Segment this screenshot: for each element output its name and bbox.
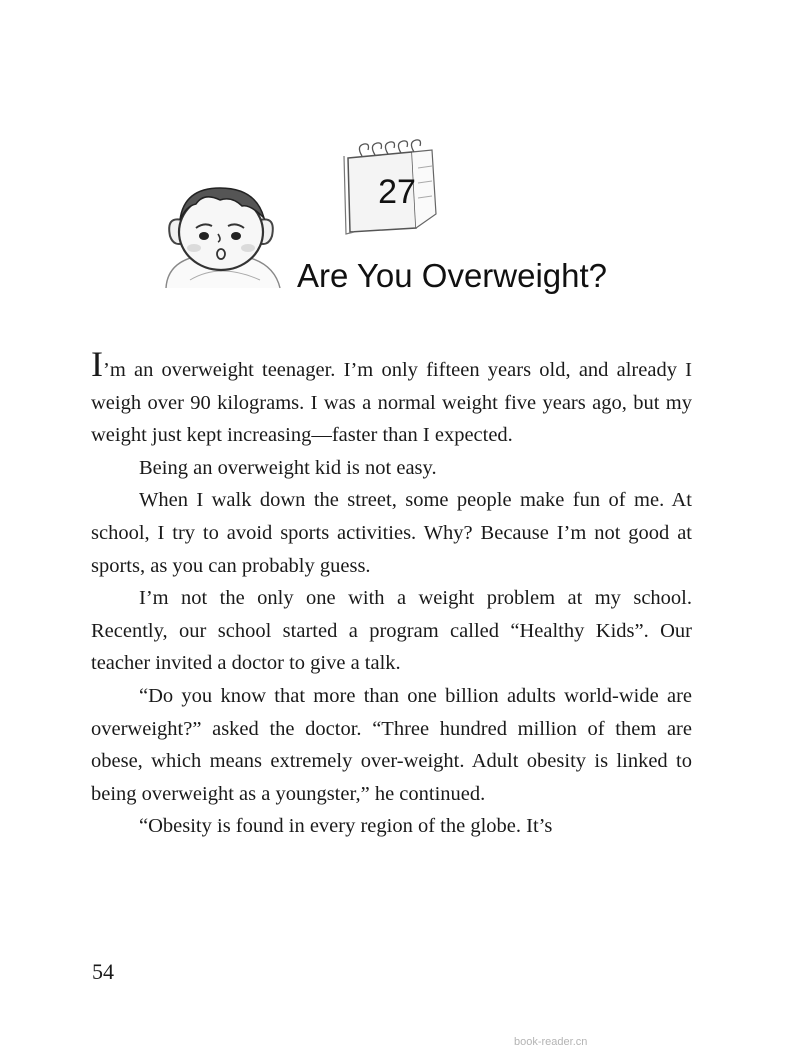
watermark: book-reader.cn: [514, 1036, 588, 1048]
paragraph-6: “Obesity is found in every region of the globe. It’s: [139, 815, 553, 838]
body-text: [91, 344, 692, 843]
drop-cap: I: [91, 344, 103, 384]
boy-face-icon: [160, 184, 288, 297]
chapter-number: 27: [378, 173, 416, 211]
paragraph-4: I’m not the only one with a weight problem at my school. Recently, our school started a program called “Healthy Kids”. Our teacher invited a doctor to give a talk.: [91, 587, 692, 675]
paragraph-3: When I walk down the street, some people make fun of me. At school, I try to avoid sports activities. Why? Because I’m not good at sports, as you can probably guess.: [91, 489, 692, 577]
paragraph-2: Being an overweight kid is not easy.: [139, 456, 437, 479]
chapter-title: Are You Overweight?: [297, 257, 608, 294]
paragraph-1-text: ’m an overweight teenager. I’m only fifteen years old, and already I weigh over 90 kilograms. I was a normal weight five years ago, but my weight just kept increasing—faster than I expected.: [91, 359, 692, 447]
paragraph-1: [91, 344, 692, 452]
page-number: 54: [92, 959, 114, 984]
paragraph-5: “Do you know that more than one billion adults world-wide are overweight?” asked the doctor. “Three hundred million of them are obese, which means extremely over-weight. Adult obesity is linked to being overweight as a youngster,” he continued.: [91, 684, 692, 805]
